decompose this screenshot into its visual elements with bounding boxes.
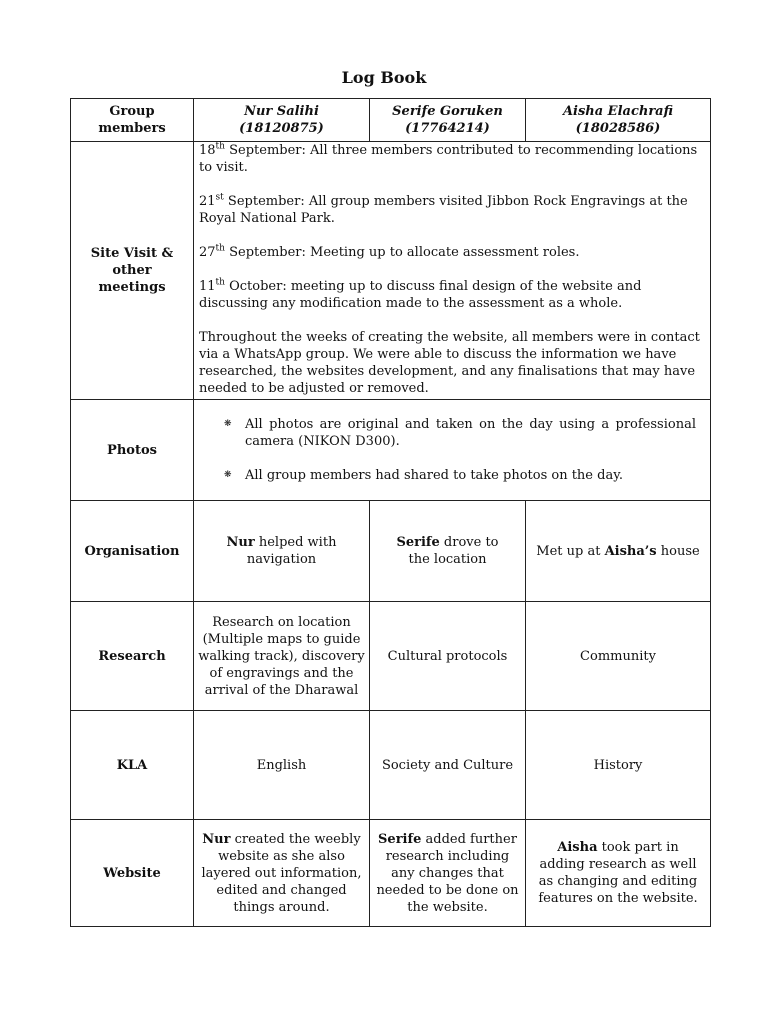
organisation-row (71, 501, 711, 602)
site-visit-row (71, 142, 711, 400)
research-row (71, 602, 711, 711)
website-label: Website (71, 820, 194, 927)
website-cell: Aisha took part in adding research as well as changing and editing features on the website. (526, 820, 711, 927)
group-members-label-line1: Group (109, 104, 155, 119)
member-name: Nur (226, 535, 255, 550)
meeting-entry: 27th September: Meeting up to allocate assessment roles. (199, 243, 580, 260)
bullet-icon: ❋ (224, 470, 232, 480)
website-row (71, 820, 711, 927)
page-title: Log Book (341, 68, 427, 87)
member-name: Aisha Elachrafi (562, 104, 674, 119)
organisation-label: Organisation (71, 501, 194, 602)
photos-bullet-list (194, 416, 698, 484)
photos-bullet-item: ❋ All group members had shared to take photos on the day. (224, 468, 623, 483)
member-name: Serife (378, 831, 422, 847)
group-members-label-line2: members (98, 121, 166, 136)
site-visit-content (194, 142, 711, 400)
organisation-cell: Nur helped with navigation (194, 501, 370, 602)
kla-cell: English (194, 711, 370, 820)
photos-label: Photos (71, 400, 194, 501)
member-cell-3 (526, 99, 711, 142)
meeting-entry: 21st September: All group members visited Jibbon Rock Engravings at the Royal National Park. (199, 192, 688, 226)
member-name: Aisha (557, 840, 598, 855)
site-visit-label-line2: other meetings (98, 263, 166, 295)
member-id: (17764214) (405, 121, 490, 136)
member-id: (18028586) (575, 121, 661, 136)
bullet-icon: ❋ (224, 419, 232, 429)
website-cell: Serife added further research including any changes that needed to be done on the website. (370, 820, 526, 927)
member-name: Serife Goruken (392, 104, 503, 119)
photos-content (194, 400, 711, 501)
member-cell-2 (370, 99, 526, 142)
kla-cell: History (526, 711, 711, 820)
site-visit-label-line1: Site Visit & (90, 246, 174, 261)
research-cell: Community (526, 602, 711, 711)
meeting-closing-paragraph: Throughout the weeks of creating the website, all members were in contact via a WhatsApp group. We were able to discuss the information we have researched, the websites development, and any finalisations that may have needed to be adjusted or removed. (199, 330, 700, 396)
organisation-cell: Serife drove to the location (370, 501, 526, 602)
member-name: Serife (396, 535, 440, 550)
header-row (71, 99, 711, 142)
photos-row (71, 400, 711, 501)
member-name: Nur (202, 831, 231, 847)
member-id: (18120875) (239, 121, 324, 136)
kla-cell: Society and Culture (370, 711, 526, 820)
member-name: Nur Salihi (244, 104, 319, 119)
group-members-label (71, 99, 194, 142)
meeting-entry: 18th September: All three members contributed to recommending locations to visit. (199, 141, 698, 175)
organisation-cell: Met up at Aisha’s house (526, 501, 711, 602)
kla-row (71, 711, 711, 820)
site-visit-label (71, 142, 194, 400)
research-label: Research (71, 602, 194, 711)
member-name: Aisha’s (604, 543, 657, 559)
kla-label: KLA (71, 711, 194, 820)
photos-bullet-item: ❋ All photos are original and taken on the day using a professional camera (NIKON D300). (224, 417, 696, 449)
meeting-entry: 11th October: meeting up to discuss final design of the website and discussing any modification made to the assessment as a whole. (199, 277, 642, 311)
log-book-table (70, 98, 711, 927)
research-cell: Research on location (Multiple maps to guide walking track), discovery of engravings and the arrival of the Dharawal (194, 602, 370, 711)
website-cell: Nur created the weebly website as she also layered out information, edited and changed things around. (194, 820, 370, 927)
research-cell: Cultural protocols (370, 602, 526, 711)
member-cell-1 (194, 99, 370, 142)
